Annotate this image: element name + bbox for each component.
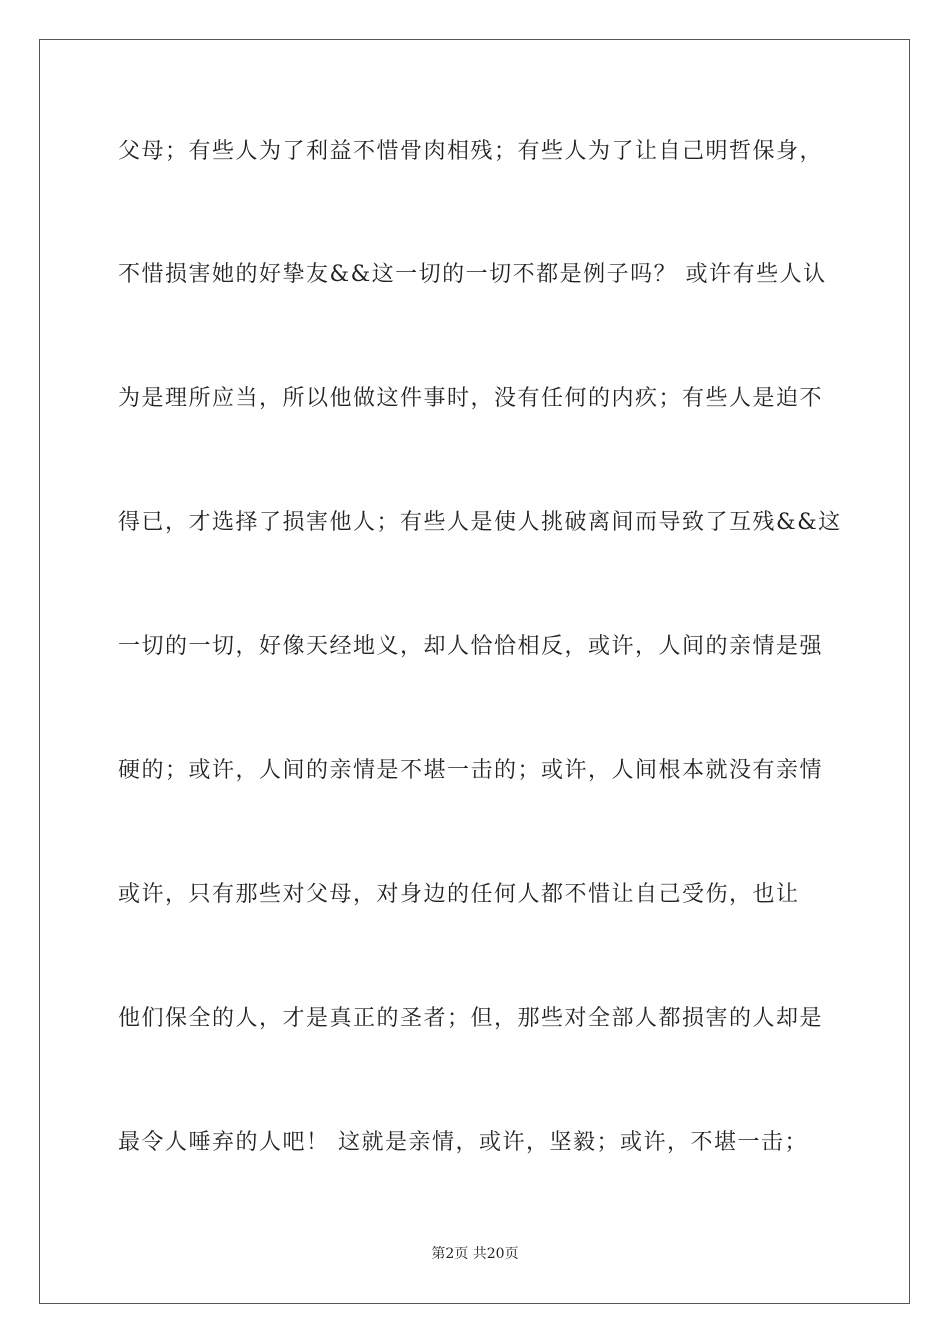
text-line-7: 或许，只有那些对父母，对身边的任何人都不惜让自己受伤，也让 [118,882,800,907]
text-line-2: 不惜损害她的好挚友&&这一切的一切不都是例子吗？ 或许有些人认 [118,262,827,287]
text-line-5: 一切的一切，好像天经地义，却人恰恰相反，或许，人间的亲情是强 [118,634,824,659]
text-line-4: 得已，才选择了损害他人；有些人是使人挑破离间而导致了互残&&这 [118,510,842,535]
page-border [39,39,910,1304]
text-line-3: 为是理所应当，所以他做这件事时，没有任何的内疚；有些人是迫不 [118,386,824,411]
page-number-footer: 第2页 共20页 [431,1246,519,1262]
text-line-6: 硬的；或许，人间的亲情是不堪一击的；或许，人间根本就没有亲情 [118,758,824,783]
text-line-8: 他们保全的人，才是真正的圣者；但，那些对全部人都损害的人却是 [118,1006,824,1031]
text-line-1: 父母；有些人为了利益不惜骨肉相残；有些人为了让自己明哲保身， [118,139,824,164]
text-line-9: 最令人唾弃的人吧！ 这就是亲情，或许，坚毅；或许，不堪一击； [118,1130,808,1155]
